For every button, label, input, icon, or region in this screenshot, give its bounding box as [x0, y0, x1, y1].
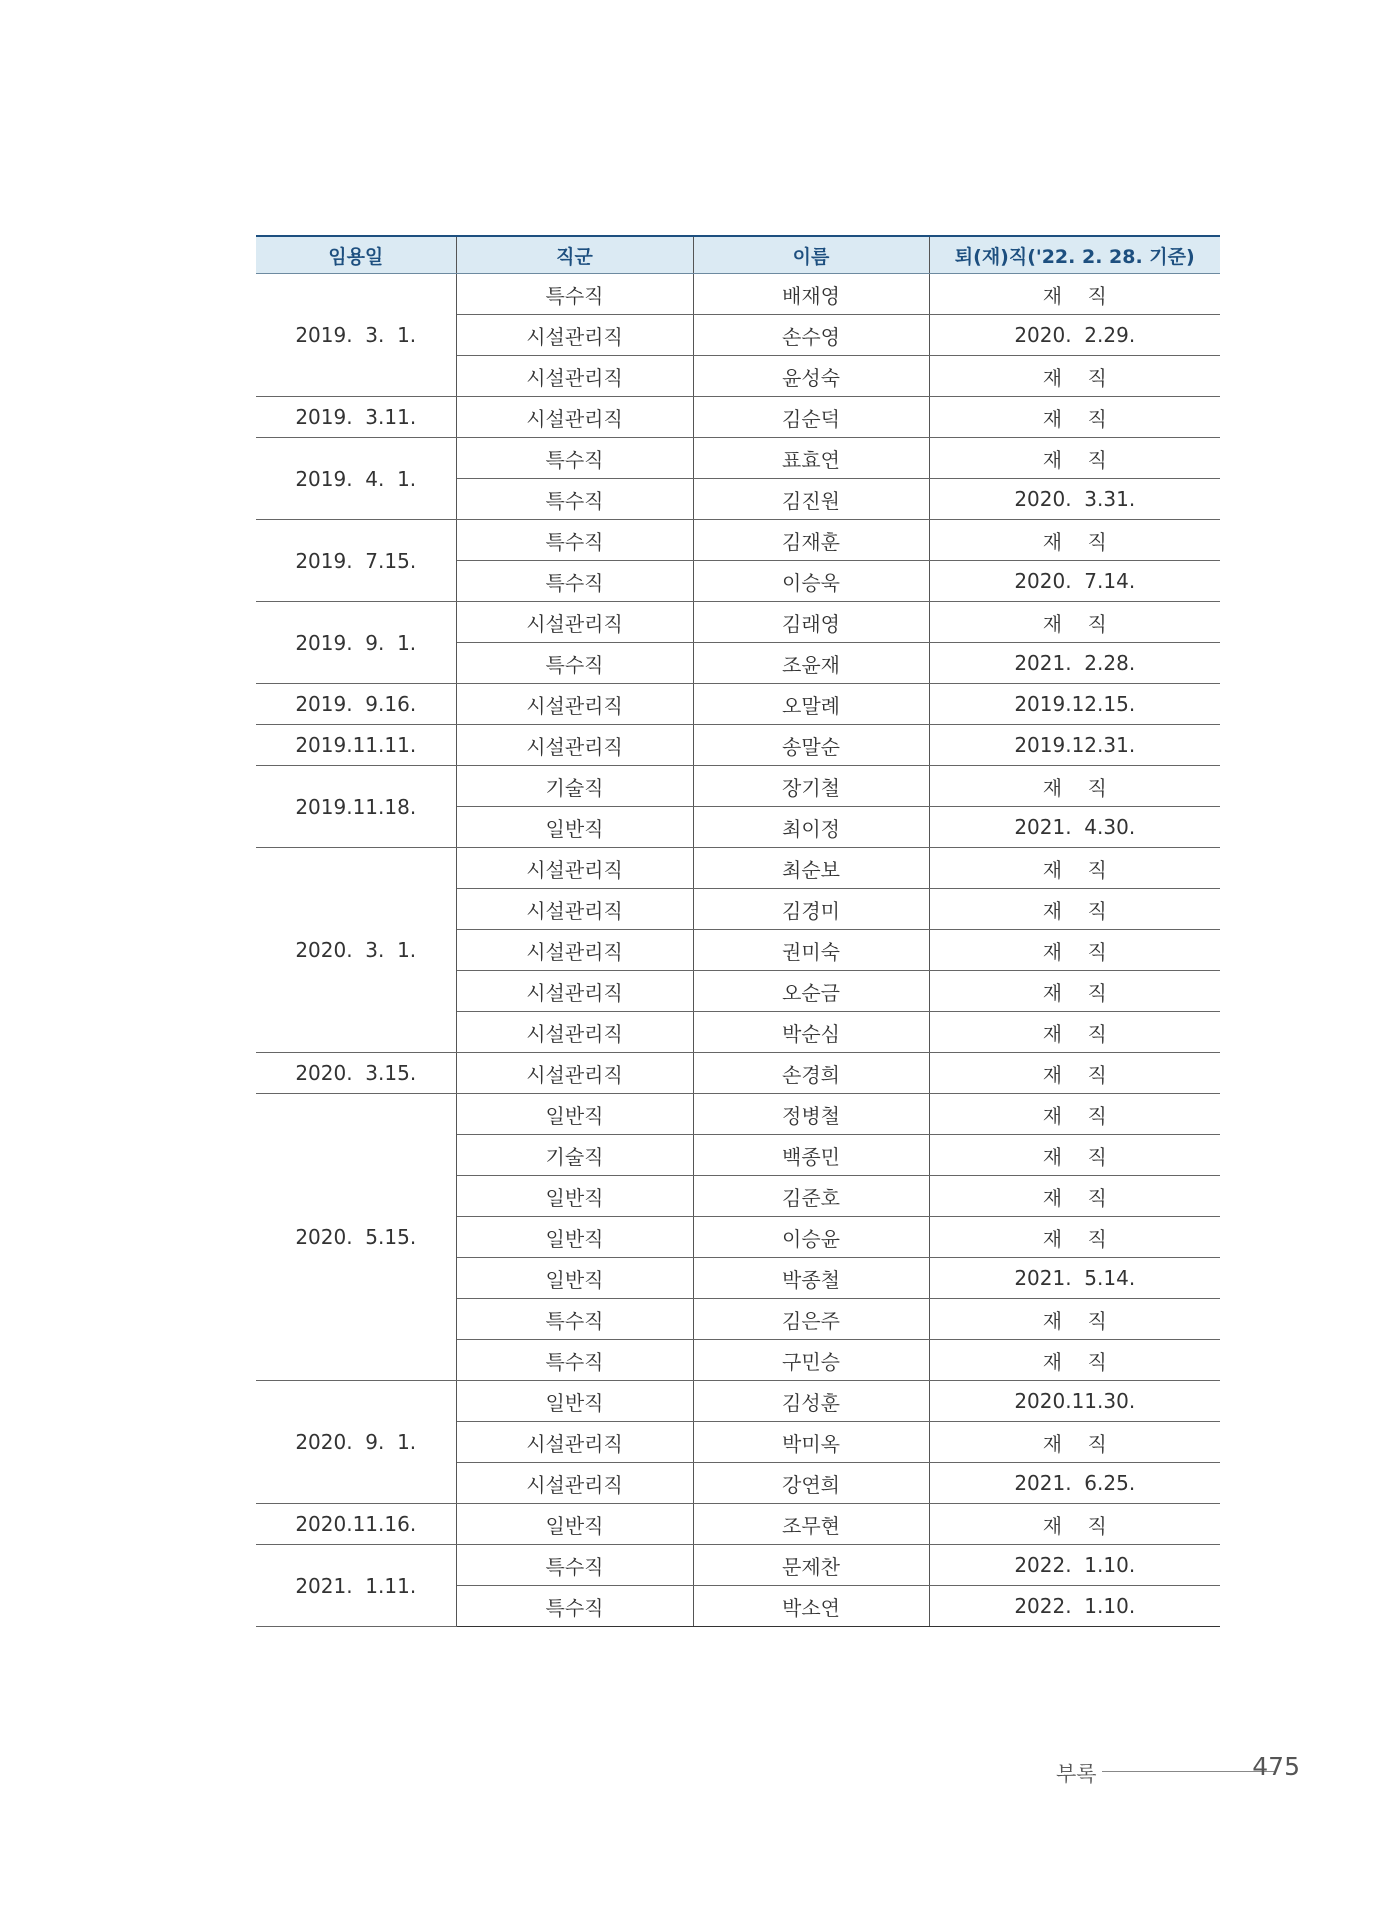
- job-group-cell: 특수직: [456, 274, 693, 315]
- name-cell: 윤성숙: [693, 356, 929, 397]
- appointment-date-cell: 2020. 3.15.: [256, 1053, 456, 1094]
- status-cell: 재 직: [929, 602, 1220, 643]
- name-cell: 박미옥: [693, 1422, 929, 1463]
- status-cell: 재 직: [929, 356, 1220, 397]
- name-cell: 문제찬: [693, 1545, 929, 1586]
- job-group-cell: 시설관리직: [456, 602, 693, 643]
- footer-divider: [1102, 1771, 1274, 1772]
- table-row: [256, 602, 1220, 643]
- table-row: [256, 1504, 1220, 1545]
- job-group-cell: 일반직: [456, 1217, 693, 1258]
- header-retirement-status: 퇴(재)직('22. 2. 28. 기준): [929, 236, 1220, 274]
- job-group-cell: 기술직: [456, 766, 693, 807]
- status-cell: 2021. 6.25.: [929, 1463, 1220, 1504]
- table-row: [256, 1545, 1220, 1586]
- job-group-cell: 시설관리직: [456, 1053, 693, 1094]
- job-group-cell: 특수직: [456, 1340, 693, 1381]
- job-group-cell: 시설관리직: [456, 684, 693, 725]
- status-cell: 2021. 4.30.: [929, 807, 1220, 848]
- appointment-date-cell: 2021. 1.11.: [256, 1545, 456, 1627]
- appointment-date-cell: 2019. 9.16.: [256, 684, 456, 725]
- job-group-cell: 일반직: [456, 1504, 693, 1545]
- header-job-group: 직군: [456, 236, 693, 274]
- name-cell: 오말례: [693, 684, 929, 725]
- name-cell: 권미숙: [693, 930, 929, 971]
- status-cell: 재 직: [929, 438, 1220, 479]
- status-cell: 2021. 5.14.: [929, 1258, 1220, 1299]
- name-cell: 최순보: [693, 848, 929, 889]
- name-cell: 이승욱: [693, 561, 929, 602]
- job-group-cell: 시설관리직: [456, 725, 693, 766]
- appointment-date-cell: 2020.11.16.: [256, 1504, 456, 1545]
- status-cell: 재 직: [929, 1504, 1220, 1545]
- status-cell: 재 직: [929, 1176, 1220, 1217]
- status-cell: 재 직: [929, 397, 1220, 438]
- name-cell: 최이정: [693, 807, 929, 848]
- job-group-cell: 일반직: [456, 1258, 693, 1299]
- table-row: [256, 397, 1220, 438]
- table-row: [256, 1094, 1220, 1135]
- appointment-date-cell: 2020. 9. 1.: [256, 1381, 456, 1504]
- status-cell: 2020.11.30.: [929, 1381, 1220, 1422]
- table-header-row: [256, 236, 1220, 274]
- job-group-cell: 일반직: [456, 1094, 693, 1135]
- name-cell: 김래영: [693, 602, 929, 643]
- job-group-cell: 시설관리직: [456, 397, 693, 438]
- name-cell: 장기철: [693, 766, 929, 807]
- table-row: [256, 274, 1220, 315]
- status-cell: 2019.12.15.: [929, 684, 1220, 725]
- job-group-cell: 시설관리직: [456, 1422, 693, 1463]
- name-cell: 오순금: [693, 971, 929, 1012]
- status-cell: 재 직: [929, 1340, 1220, 1381]
- page-footer: [1050, 1752, 1300, 1786]
- status-cell: 재 직: [929, 889, 1220, 930]
- header-name: 이름: [693, 236, 929, 274]
- name-cell: 김재훈: [693, 520, 929, 561]
- job-group-cell: 특수직: [456, 1299, 693, 1340]
- job-group-cell: 특수직: [456, 1545, 693, 1586]
- status-cell: 재 직: [929, 1012, 1220, 1053]
- table-row: [256, 684, 1220, 725]
- status-cell: 재 직: [929, 1053, 1220, 1094]
- name-cell: 김순덕: [693, 397, 929, 438]
- status-cell: 재 직: [929, 1135, 1220, 1176]
- job-group-cell: 시설관리직: [456, 930, 693, 971]
- page-number: 475: [1252, 1752, 1300, 1781]
- appointment-table: [256, 235, 1220, 1627]
- status-cell: 재 직: [929, 520, 1220, 561]
- name-cell: 손수영: [693, 315, 929, 356]
- appointment-date-cell: 2019. 4. 1.: [256, 438, 456, 520]
- name-cell: 김준호: [693, 1176, 929, 1217]
- name-cell: 정병철: [693, 1094, 929, 1135]
- job-group-cell: 일반직: [456, 1176, 693, 1217]
- status-cell: 2020. 7.14.: [929, 561, 1220, 602]
- name-cell: 박종철: [693, 1258, 929, 1299]
- appointment-date-cell: 2019. 3.11.: [256, 397, 456, 438]
- footer-section-label: 부록: [1056, 1762, 1097, 1786]
- job-group-cell: 시설관리직: [456, 971, 693, 1012]
- job-group-cell: 특수직: [456, 479, 693, 520]
- name-cell: 배재영: [693, 274, 929, 315]
- name-cell: 이승윤: [693, 1217, 929, 1258]
- appointment-date-cell: 2020. 3. 1.: [256, 848, 456, 1053]
- table-row: [256, 848, 1220, 889]
- status-cell: 재 직: [929, 1299, 1220, 1340]
- status-cell: 2020. 2.29.: [929, 315, 1220, 356]
- status-cell: 재 직: [929, 848, 1220, 889]
- name-cell: 백종민: [693, 1135, 929, 1176]
- job-group-cell: 시설관리직: [456, 1012, 693, 1053]
- appointment-date-cell: 2019. 9. 1.: [256, 602, 456, 684]
- table-row: [256, 1381, 1220, 1422]
- header-appointment-date: 임용일: [256, 236, 456, 274]
- job-group-cell: 시설관리직: [456, 848, 693, 889]
- appointment-date-cell: 2019. 7.15.: [256, 520, 456, 602]
- name-cell: 김진원: [693, 479, 929, 520]
- appointment-date-cell: 2019.11.11.: [256, 725, 456, 766]
- job-group-cell: 특수직: [456, 1586, 693, 1627]
- name-cell: 박소연: [693, 1586, 929, 1627]
- name-cell: 표효연: [693, 438, 929, 479]
- status-cell: 재 직: [929, 971, 1220, 1012]
- name-cell: 조무현: [693, 1504, 929, 1545]
- name-cell: 김경미: [693, 889, 929, 930]
- name-cell: 박순심: [693, 1012, 929, 1053]
- job-group-cell: 시설관리직: [456, 356, 693, 397]
- table-row: [256, 438, 1220, 479]
- status-cell: 2020. 3.31.: [929, 479, 1220, 520]
- status-cell: 2019.12.31.: [929, 725, 1220, 766]
- status-cell: 재 직: [929, 1094, 1220, 1135]
- name-cell: 조윤재: [693, 643, 929, 684]
- job-group-cell: 일반직: [456, 1381, 693, 1422]
- appointment-date-cell: 2019. 3. 1.: [256, 274, 456, 397]
- job-group-cell: 일반직: [456, 807, 693, 848]
- job-group-cell: 특수직: [456, 643, 693, 684]
- name-cell: 손경희: [693, 1053, 929, 1094]
- job-group-cell: 특수직: [456, 561, 693, 602]
- status-cell: 재 직: [929, 766, 1220, 807]
- name-cell: 김성훈: [693, 1381, 929, 1422]
- status-cell: 2022. 1.10.: [929, 1586, 1220, 1627]
- job-group-cell: 시설관리직: [456, 315, 693, 356]
- status-cell: 재 직: [929, 1422, 1220, 1463]
- appointment-date-cell: 2020. 5.15.: [256, 1094, 456, 1381]
- status-cell: 2022. 1.10.: [929, 1545, 1220, 1586]
- appointment-date-cell: 2019.11.18.: [256, 766, 456, 848]
- table-row: [256, 1053, 1220, 1094]
- name-cell: 송말순: [693, 725, 929, 766]
- status-cell: 재 직: [929, 930, 1220, 971]
- table-body: [256, 274, 1220, 1627]
- status-cell: 2021. 2.28.: [929, 643, 1220, 684]
- table-row: [256, 520, 1220, 561]
- job-group-cell: 특수직: [456, 520, 693, 561]
- name-cell: 김은주: [693, 1299, 929, 1340]
- table-row: [256, 766, 1220, 807]
- job-group-cell: 시설관리직: [456, 1463, 693, 1504]
- job-group-cell: 특수직: [456, 438, 693, 479]
- name-cell: 구민승: [693, 1340, 929, 1381]
- status-cell: 재 직: [929, 274, 1220, 315]
- job-group-cell: 시설관리직: [456, 889, 693, 930]
- job-group-cell: 기술직: [456, 1135, 693, 1176]
- name-cell: 강연희: [693, 1463, 929, 1504]
- status-cell: 재 직: [929, 1217, 1220, 1258]
- table-row: [256, 725, 1220, 766]
